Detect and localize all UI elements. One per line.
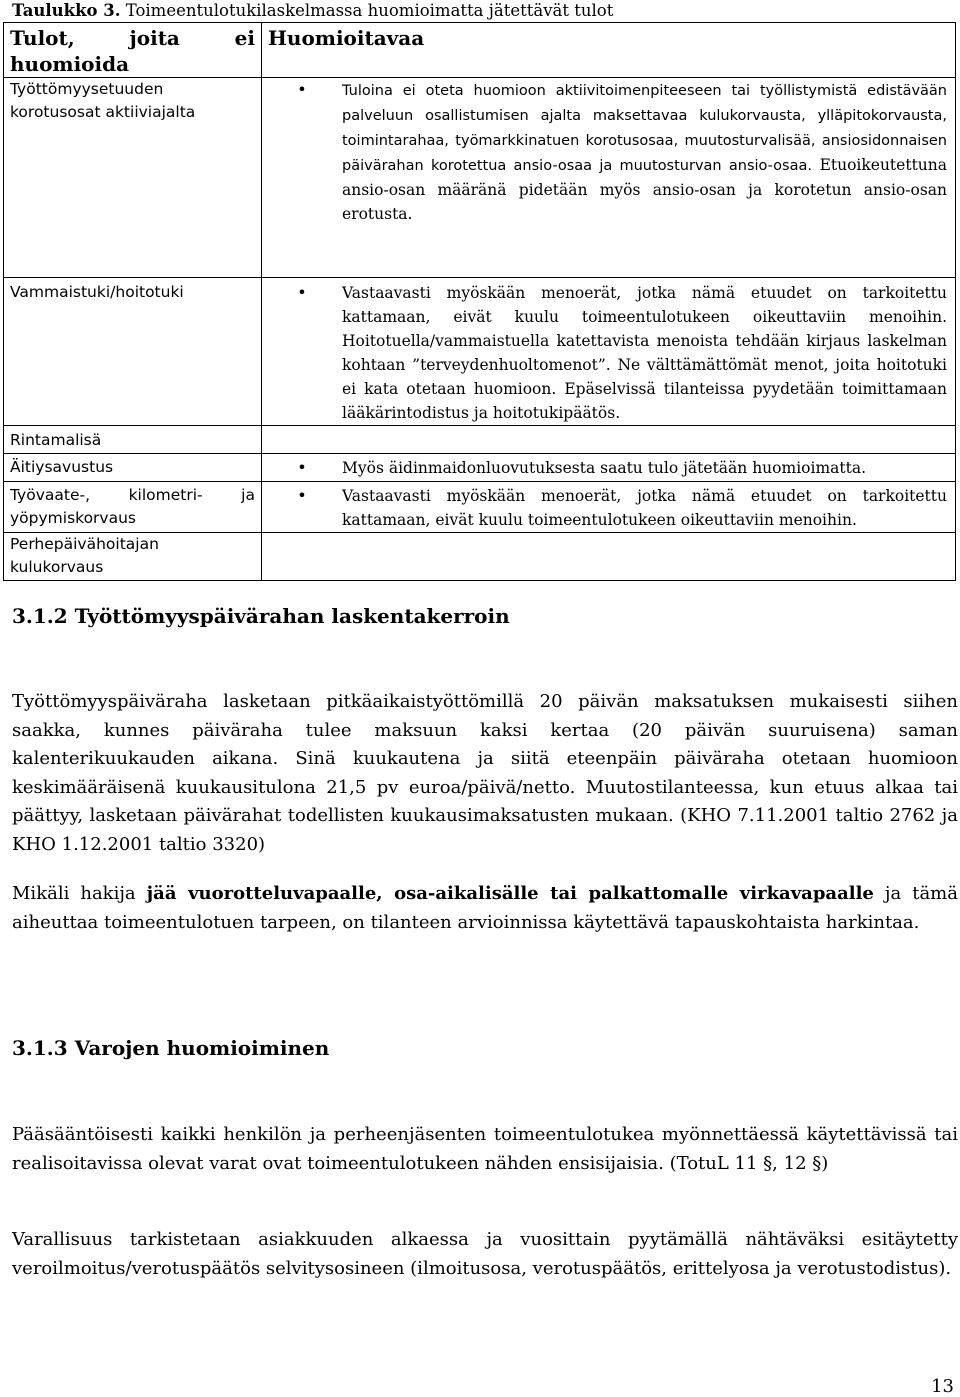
table-row bbox=[4, 278, 956, 426]
row-notes-text: Vastaavasti myöskään menoerät, jotka nämä etuudet on tarkoitettu kattamaan, eivät kuulu toimeentulotukeen oikeuttaviin menoihin. Hoitotuella/vammaistuella katettavista menoista tehdään kirjaus laskelman kohtaan ”terveydenhuoltomenot”. Ne välttämättömät menot, joita hoitotuki ei kata otetaan huomioon. Epäselvissä tilanteissa pyydetään toimittamaan lääkärintodistus ja hoitotukipäätös. bbox=[342, 284, 947, 422]
row-notes bbox=[262, 426, 956, 454]
row-label-text: Työttömyysetuuden korotusosat aktiiviajalta bbox=[10, 80, 196, 121]
table-row bbox=[4, 533, 956, 581]
row-label bbox=[4, 78, 262, 278]
row-notes bbox=[262, 454, 956, 482]
header-notes-label: Huomioitavaa bbox=[268, 26, 425, 50]
row-notes bbox=[262, 78, 956, 278]
row-label bbox=[4, 278, 262, 426]
row-notes-sans-text: Tuloina ei oteta huomioon aktiivitoimenpiteeseen tai työllistymistä edistävään palveluun osallistumisen ajalta maksettavaa kulukorvausta, ylläpitokorvausta, toimintarahaa, työmarkkinatuen korotusosaa, muutosturvalisää, ansiosidonnaisen päivärahan korotettua ansio-osaa ja muutosturvan ansio-osaa. bbox=[342, 83, 947, 174]
row-label-text: Perhepäivähoitajan kulukorvaus bbox=[10, 535, 159, 576]
row-label-word: yöpymiskorvaus bbox=[10, 509, 136, 527]
row-label bbox=[4, 533, 262, 581]
bullet-icon: • bbox=[297, 458, 307, 477]
row-label-word: ja bbox=[241, 486, 255, 504]
table-caption-label: Taulukko 3. bbox=[12, 1, 121, 20]
table-row bbox=[4, 454, 956, 482]
row-notes-serif-text: Etuoikeutettuna ansio-osan määränä pidetään myös ansio-osan ja korotetun ansio-osan erotusta. bbox=[342, 156, 947, 223]
row-label-word: Työvaate-, bbox=[10, 486, 91, 504]
row-label bbox=[4, 454, 262, 482]
paragraph: Varallisuus tarkistetaan asiakkuuden alkaessa ja vuosittain pyytämällä nähtäväksi esitäytetty veroilmoitus/verotuspäätös selvitysosineen (ilmoitusosa, verotuspäätös, erittelyosa ja verotustodistus). bbox=[12, 1229, 958, 1279]
bullet-icon: • bbox=[297, 486, 307, 505]
paragraph bbox=[12, 880, 958, 937]
row-notes-text: Vastaavasti myöskään menoerät, jotka nämä etuudet on tarkoitettu kattamaan, eivät kuulu toimeentulotukeen oikeuttaviin menoihin. bbox=[342, 487, 947, 529]
row-label-text: Vammaistuki/hoitotuki bbox=[10, 283, 184, 301]
section-heading-3-1-2: 3.1.2 Työttömyyspäivärahan laskentakerroin bbox=[12, 604, 510, 628]
row-label bbox=[4, 426, 262, 454]
row-label-text: Äitiysavustus bbox=[10, 458, 114, 476]
table-row bbox=[4, 78, 956, 278]
income-table bbox=[3, 22, 956, 581]
row-label bbox=[4, 482, 262, 533]
paragraph-bold-text: jää vuorotteluvapaalle, osa-aikalisälle tai palkattomalle virkavapaalle bbox=[146, 883, 874, 904]
table-row bbox=[4, 426, 956, 454]
header-word: huomioida bbox=[10, 52, 130, 76]
table-row bbox=[4, 482, 956, 533]
bullet-icon: • bbox=[297, 80, 307, 99]
section-heading-3-1-3: 3.1.3 Varojen huomioiminen bbox=[12, 1036, 330, 1060]
row-notes-text: Myös äidinmaidonluovutuksesta saatu tulo jätetään huomioimatta. bbox=[342, 459, 867, 477]
row-label-word: kilometri- bbox=[128, 486, 203, 504]
row-label-text: Rintamalisä bbox=[10, 431, 102, 449]
paragraph: Työttömyyspäiväraha lasketaan pitkäaikaistyöttömillä 20 päivän maksatuksen mukaisesti siihen saakka, kunnes päiväraha tulee maksuun kaksi kertaa (20 päivän suuruisena) saman kalenterikuukauden aikana. Sinä kuukautena ja siitä eteenpäin päiväraha otetaan huomioon keskimääräisenä kuukausitulona 21,5 pv euroa/päivä/netto. Muutostilanteessa, kun etuus alkaa tai päättyy, lasketaan päivärahat todellisten kuukausimaksatusten mukaan. (KHO 7.11.2001 taltio 2762 ja KHO 1.12.2001 taltio 3320) bbox=[12, 691, 958, 855]
paragraph-text: Mikäli hakija bbox=[12, 883, 147, 904]
header-word: joita bbox=[129, 26, 180, 50]
header-word: Tulot, bbox=[10, 26, 75, 50]
table-caption-text: Toimeentulotukilaskelmassa huomioimatta jätettävät tulot bbox=[120, 1, 614, 20]
row-notes bbox=[262, 533, 956, 581]
page-number: 13 bbox=[931, 1376, 954, 1397]
header-cell-income bbox=[4, 23, 262, 78]
paragraph: Pääsääntöisesti kaikki henkilön ja perheenjäsenten toimeentulotukea myönnettäessä käytettävissä tai realisoitavissa olevat varat ovat toimeentulotukeen nähden ensisijaisia. (TotuL 11 §, 12 §) bbox=[12, 1124, 958, 1174]
paragraph-text: ja tämä aiheuttaa toimeentulotuen tarpeen, on tilanteen arvioinnissa käytettävä tapauskohtaista harkintaa. bbox=[12, 883, 958, 933]
row-notes bbox=[262, 482, 956, 533]
table-caption bbox=[12, 0, 613, 22]
header-word: ei bbox=[234, 26, 255, 50]
row-notes bbox=[262, 278, 956, 426]
bullet-icon: • bbox=[297, 283, 307, 302]
